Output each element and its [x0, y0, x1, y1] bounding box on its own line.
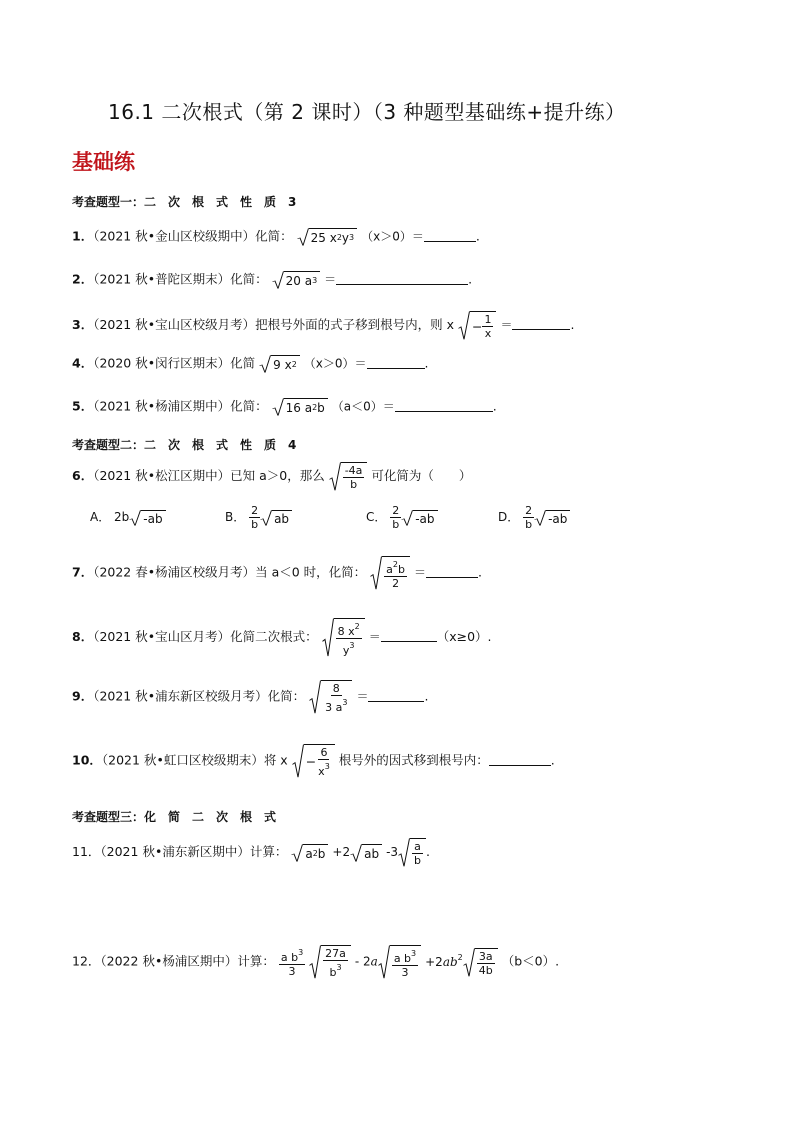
radical: 16 a 2 b — [272, 398, 328, 416]
question-9: 9．（2021 秋•浦东新区校级月考）化简： $\frac{8}{3 a^3}$ ＝ . — [72, 682, 429, 714]
question-4: 4．（2020 秋•闵行区期末）化简 9 x 2 （x＞0）＝ . — [72, 355, 429, 372]
radical: 20 a 3 — [272, 271, 321, 289]
option-d[interactable]: D． $\frac{2}{b}$ -ab — [498, 504, 570, 531]
question-8: 8．（2021 秋•宝山区月考）化简二次根式： $\frac{8 x^2}{y^3}$ ＝ （x≥0）. — [72, 618, 492, 657]
option-b[interactable]: B． $\frac{2}{b}$ ab — [225, 504, 292, 531]
option-a[interactable]: A． 2b -ab — [90, 508, 166, 526]
answer-blank[interactable] — [336, 272, 468, 285]
radical: $\frac{8}{3 a^3}$ — [309, 680, 352, 714]
question-type-heading: 考查题型三：化 简 二 次 根 式 — [72, 810, 277, 824]
question-type-heading: 考查题型二：二 次 根 式 性 质 4 — [72, 438, 297, 452]
answer-blank[interactable] — [512, 317, 570, 330]
radical: 25 x 2 y 3 — [297, 228, 357, 246]
answer-blank[interactable] — [381, 629, 437, 642]
question-5: 5．（2021 秋•杨浦区期中）化简： 16 a 2 b （a＜0）＝ . — [72, 398, 497, 415]
question-3: 3．（2021 秋•宝山区校级月考）把根号外面的式子移到根号内，则 x − $\frac{1}{x}$ ＝ . — [72, 313, 575, 340]
radical: $\frac{27a}{b^3}$ — [309, 945, 351, 979]
question-12: 12．（2022 秋•杨浦区期中）计算： $\frac{a b^3}{3}$ $\frac{27a}{b^3}$ - 2a $\frac{a b^3}{3}$ $+2ab^2$ $\frac{3a}{4b}$ （b＜0）. — [72, 947, 560, 979]
question-7: 7．（2022 春•杨浦区校级月考）当 a＜0 时，化简： $\frac{a^2b}{2}$ ＝ . — [72, 556, 482, 590]
question-number: 1． — [72, 228, 94, 244]
question-source: （2021 秋•金山区校级期中） — [93, 228, 256, 244]
radical: $\frac{a^2b}{2}$ — [370, 556, 410, 590]
radical: a 2 b — [291, 844, 328, 862]
radical: 9 x 2 — [259, 355, 300, 373]
answer-blank[interactable] — [395, 399, 493, 412]
answer-blank[interactable] — [489, 753, 551, 766]
question-2: 2．（2021 秋•普陀区期末）化简： 20 a 3 ＝ . — [72, 271, 473, 288]
answer-blank[interactable] — [426, 565, 478, 578]
question-10: 10．（2021 秋•虹口区校级期末）将 x − $\frac{6}{x^3}$ 根号外的因式移到根号内： . — [72, 746, 555, 778]
question-11: 11．（2021 秋•浦东新区期中）计算： a 2 b +2 ab -3 $\frac{a}{b}$ . — [72, 840, 430, 867]
radical: $\frac{8 x^2}{y^3}$ — [322, 618, 365, 657]
option-c[interactable]: C． $\frac{2}{b}$ -ab — [366, 504, 438, 531]
question-type-heading: 考查题型一：二 次 根 式 性 质 3 — [72, 195, 297, 209]
answer-blank[interactable] — [367, 356, 425, 369]
radical: − $\frac{1}{x}$ — [458, 311, 496, 340]
answer-blank[interactable] — [368, 689, 424, 702]
section-heading: 基础练 — [72, 150, 135, 174]
question-1: 1．（2021 秋•金山区校级期中）化简： 25 x 2 y 3 （x＞0）＝ . — [72, 228, 480, 245]
question-6: 6．（2021 秋•松江区期中）已知 a＞0，那么 $\frac{-4a}{b}$ 可化简为（ ） — [72, 464, 472, 491]
radical: $\frac{-4a}{b}$ — [329, 462, 368, 491]
answer-blank[interactable] — [424, 229, 476, 242]
radical: − $\frac{6}{x^3}$ — [292, 744, 335, 778]
page-title: 16.1 二次根式（第 2 课时）（3 种题型基础练+提升练） — [108, 100, 626, 124]
